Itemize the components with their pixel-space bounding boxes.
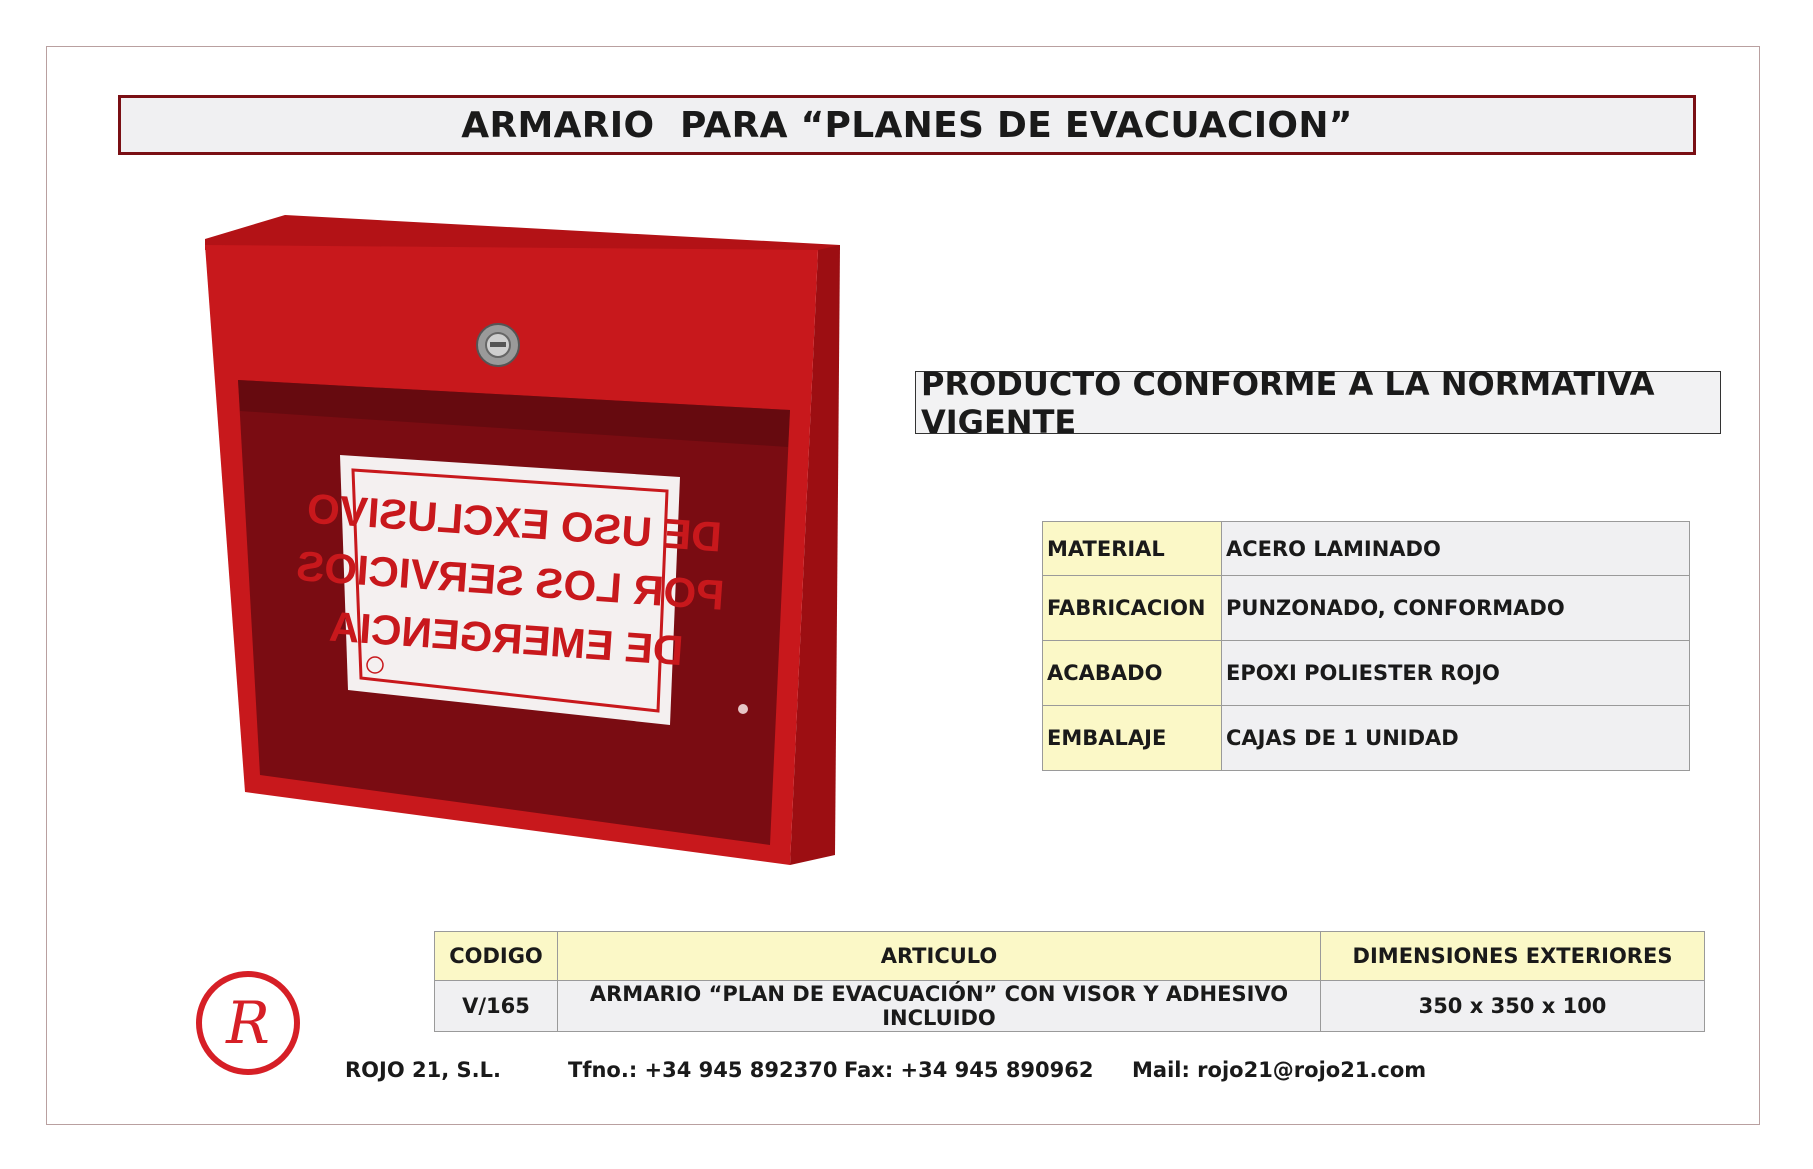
rojo21-logo-icon (195, 970, 301, 1076)
cell-articulo: ARMARIO “PLAN DE EVACUACIÓN” CON VISOR Y ADHESIVO INCLUIDO (558, 981, 1321, 1032)
sign-line-3: DE EMERGENCIA (327, 602, 685, 675)
cell-codigo: V/165 (435, 981, 558, 1032)
spec-row (1043, 522, 1690, 576)
spec-key: FABRICACION (1043, 576, 1222, 641)
spec-value: ACERO LAMINADO (1222, 522, 1690, 576)
logo-letter: R (226, 989, 270, 1057)
header-dimensiones: DIMENSIONES EXTERIORES (1321, 932, 1705, 981)
compliance-text: PRODUCTO CONFORME A LA NORMATIVA VIGENTE (921, 364, 1655, 441)
header-articulo: ARTICULO (558, 932, 1321, 981)
footer-fax: Fax: +34 945 890962 (844, 1058, 1094, 1082)
cell-dimensiones: 350 x 350 x 100 (1321, 981, 1705, 1032)
spec-key: EMBALAJE (1043, 706, 1222, 771)
spec-table (1042, 521, 1690, 771)
spec-value: CAJAS DE 1 UNIDAD (1222, 706, 1690, 771)
spec-row (1043, 576, 1690, 641)
header-codigo: CODIGO (435, 932, 558, 981)
footer-company: ROJO 21, S.L. (345, 1058, 501, 1082)
table-header-row (435, 932, 1705, 981)
spec-value: PUNZONADO, CONFORMADO (1222, 576, 1690, 641)
evacuation-cabinet-image (190, 215, 850, 875)
footer-mail: Mail: rojo21@rojo21.com (1132, 1058, 1427, 1082)
title-banner (118, 95, 1696, 155)
spec-value: EPOXI POLIESTER ROJO (1222, 641, 1690, 706)
sign-line-2: POR LOS SERVICIOS (294, 542, 726, 619)
page-title: ARMARIO PARA “PLANES DE EVACUACION” (461, 104, 1353, 146)
spec-row (1043, 641, 1690, 706)
product-table (434, 931, 1705, 1032)
spec-key: ACABADO (1043, 641, 1222, 706)
spec-row (1043, 706, 1690, 771)
spec-key: MATERIAL (1043, 522, 1222, 576)
compliance-box (915, 364, 1721, 441)
sign-line-1: DE USO EXCLUSIVO (305, 484, 724, 561)
footer-phone: Tfno.: +34 945 892370 (568, 1058, 838, 1082)
table-row (435, 981, 1705, 1032)
